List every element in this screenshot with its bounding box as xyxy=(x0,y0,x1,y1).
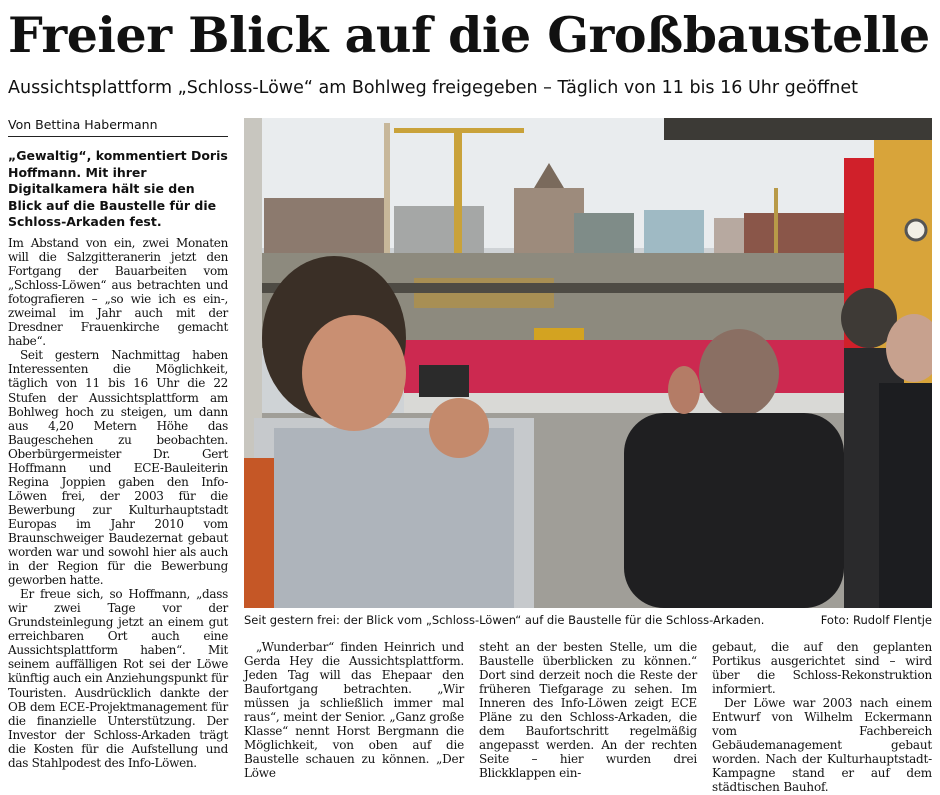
paragraph: Der Löwe war 2003 nach einem Entwurf von Wilhelm Eckermann vom Fachbereich Gebäudemanagement gebaut worden. Nach der Kulturhauptstadt-Kampagne stand er auf dem städtischen Bauhof. xyxy=(712,696,932,795)
photo-caption xyxy=(244,612,932,628)
paragraph: gebaut, die auf den geplanten Portikus ausgerichtet sind – wird über die Schloss-Rekonstruktion informiert. xyxy=(712,640,932,697)
paragraph: Er freue sich, so Hoffmann, „dass wir zwei Tage vor der Grundsteinlegung jetzt an einem gut erreichbaren Ort auch eine Aussichtsplattform haben“. Mit seinem auffälligen Rot sei der Löwe künftig auch ein Anziehungspunkt für Touristen. Ausdrücklich dankte der OB dem ECE-Projektmanagement für die finanzielle Unterstützung. Der Investor der Schloss-Arkaden trägt die Kosten für die Aufstellung und das Stahlpodest des Info-Löwen. xyxy=(8,587,228,770)
paragraph: Im Abstand von ein, zwei Monaten will die Salzgitteranerin jetzt den Fortgang der Bauarbeiten vom „Schloss-Löwen“ aus betrachten und fotografieren – „so wie ich es ein-, zweimal im Jahr auch mit der Dresdner Frauenkirche gemacht habe“. xyxy=(8,236,228,349)
article-column-1 xyxy=(8,236,228,770)
article-column-4 xyxy=(712,640,932,795)
paragraph: Seit gestern Nachmittag haben Interessenten die Möglichkeit, täglich von 11 bis 16 Uhr die 22 Stufen der Aussichtsplattform am Bohlweg hoch zu steigen, um dann aus 4,20 Metern Höhe das Baugeschehen zu beobachten. Oberbürgermeister Dr. Gert Hoffmann und ECE-Bauleiterin Regina Joppien gaben den Info-Löwen frei, der 2003 für die Bewerbung zur Kulturhauptstadt Europas im Jahr 2010 vom Braunschweiger Baudezernat gebaut worden war und sowohl hier als auch in der Region für die Bewerbung geworben hatte. xyxy=(8,348,228,588)
caption-text: Seit gestern frei: der Blick vom „Schloss-Löwen“ auf die Baustelle für die Schloss-Arkaden. xyxy=(244,613,765,627)
lead-paragraph: „Gewaltig“, kommentiert Doris Hoffmann. Mit ihrer Digitalkamera hält sie den Blick auf die Baustelle für die Schloss-Arkaden fest. xyxy=(8,148,228,229)
article-column-2 xyxy=(244,640,464,780)
paragraph: „Wunderbar“ finden Heinrich und Gerda Hey die Aussichtsplattform. Jeden Tag will das Ehepaar den Baufortgang betrachten. „Wir müssen ja schließlich immer mal raus“, meint der Senior. „Ganz große Klasse“ nennt Horst Bergmann die Möglichkeit, von oben auf die Baustelle schauen zu können. „Der Löwe xyxy=(244,640,464,781)
headline: Freier Blick auf die Großbaustelle xyxy=(8,6,930,64)
byline: Von Bettina Habermann xyxy=(8,117,228,137)
article-photo xyxy=(244,118,932,608)
article-column-3 xyxy=(479,640,697,780)
subheadline: Aussichtsplattform „Schloss-Löwe“ am Bohlweg freigegeben – Täglich von 11 bis 16 Uhr geöffnet xyxy=(8,78,858,98)
paragraph: steht an der besten Stelle, um die Baustelle überblicken zu können.“ Dort sind derzeit noch die Reste der früheren Tiefgarage zu sehen. Im Inneren des Info-Löwen zeigt ECE Pläne zu den Schloss-Arkaden, die dem Baufortschritt regelmäßig angepasst werden. An der rechten Seite – hier wurden drei Blickklappen ein- xyxy=(479,640,697,781)
photo-credit: Foto: Rudolf Flentje xyxy=(820,613,932,627)
